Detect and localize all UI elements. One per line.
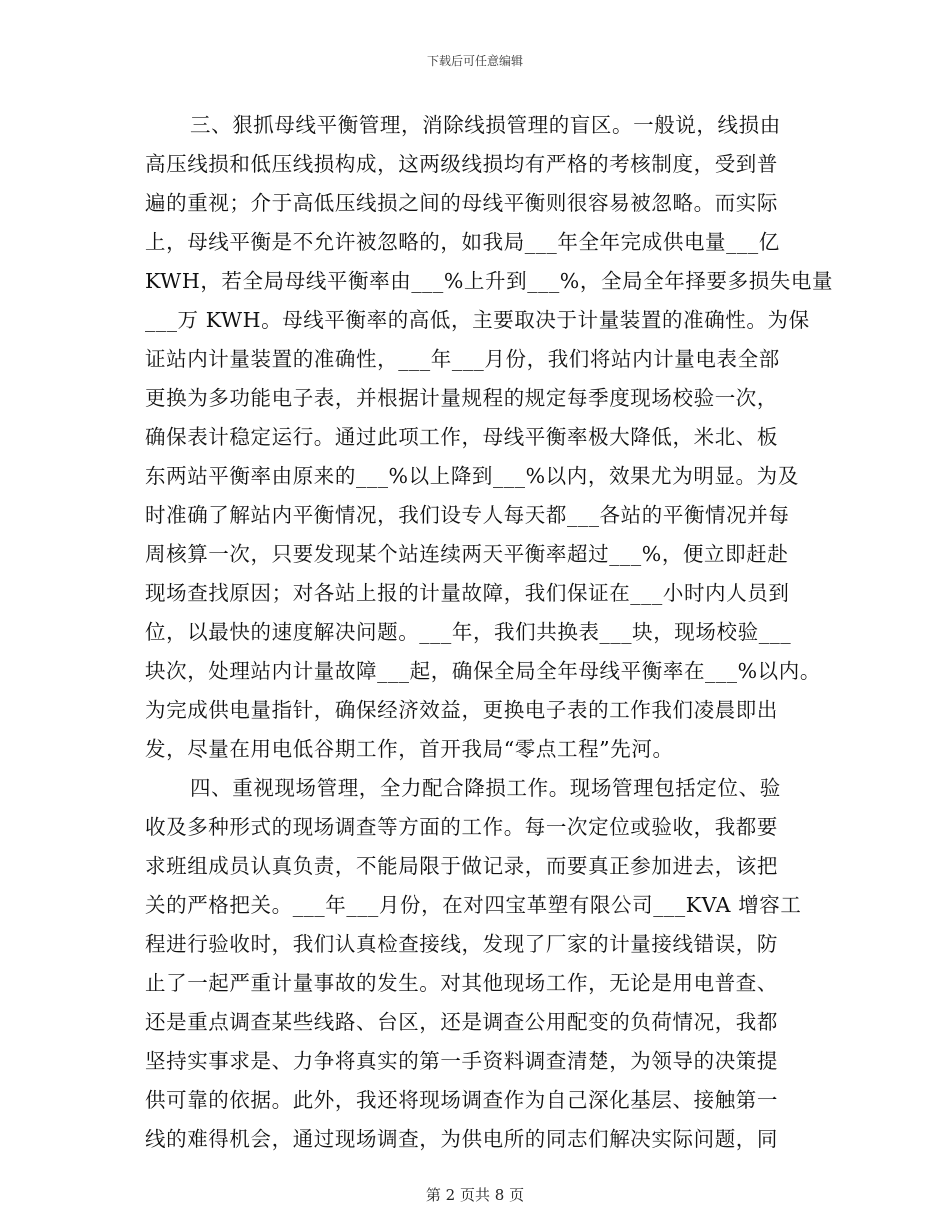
text-line: 坚持实事求是、力争将真实的第一手资料调查清楚，为领导的决策提 [145,1049,778,1073]
text-line: 程进行验收时，我们认真检查接线，发现了厂家的计量接线错误，防 [145,932,778,956]
text-line: 四、重视现场管理，全力配合降损工作。现场管理包括定位、验 [190,776,781,800]
text-line: 时准确了解站内平衡情况，我们设专人每天都___各站的平衡情况并每 [145,503,790,527]
text-line: 证站内计量装置的准确性，___年___月份，我们将站内计量电表全部 [145,347,780,371]
text-line: 供可靠的依据。此外，我还将现场调查作为自己深化基层、接触第一 [145,1088,778,1112]
text-line: 更换为多功能电子表，并根据计量规程的规定每季度现场校验一次， [145,386,778,410]
text-line: 为完成供电量指针，确保经济效益，更换电子表的工作我们凌晨即出 [145,698,778,722]
page-number: 第 2 页共 8 页 [425,1186,525,1204]
text-line: 三、狠抓母线平衡管理，消除线损管理的盲区。一般说，线损由 [190,113,781,137]
text-line: 块次，处理站内计量故障___起，确保全局全年母线平衡率在___%以内。 [145,659,821,683]
text-line: ___万 KWH。母线平衡率的高低，主要取决于计量装置的准确性。为保 [145,308,810,332]
text-line: 东两站平衡率由原来的___%以上降到___%以内，效果尤为明显。为及 [145,464,799,488]
text-line: 确保表计稳定运行。通过此项工作，母线平衡率极大降低，米北、板 [145,425,778,449]
text-line: 遍的重视；介于高低压线损之间的母线平衡则很容易被忽略。而实际 [145,191,778,215]
text-line: 关的严格把关。___年___月份，在对四宝革塑有限公司___KVA 增容工 [145,893,802,917]
text-line: 收及多种形式的现场调查等方面的工作。每一次定位或验收，我都要 [145,815,778,839]
text-line: 高压线损和低压线损构成，这两级线损均有严格的考核制度，受到普 [145,152,778,176]
text-line: 位，以最快的速度解决问题。___年，我们共换表___块，现场校验___ [145,620,792,644]
page-header-note: 下载后可任意编辑 [426,54,523,68]
text-line: 现场查找原因；对各站上报的计量故障，我们保证在___小时内人员到 [145,581,790,605]
text-line: 还是重点调查某些线路、台区，还是调查公用配变的负荷情况，我都 [145,1010,778,1034]
text-line: 上，母线平衡是不允许被忽略的，如我局___年全年完成供电量___亿 [145,230,780,254]
text-line: 求班组成员认真负责，不能局限于做记录，而要真正参加进去，该把 [145,854,778,878]
document-body [0,110,950,1151]
text-line: 线的难得机会，通过现场调查，为供电所的同志们解决实际问题，同 [145,1127,778,1151]
text-line: 发，尽量在用电低谷期工作，首开我局“零点工程”先河。 [145,737,674,761]
text-line: 止了一起严重计量事故的发生。对其他现场工作，无论是用电普查、 [145,971,778,995]
text-line: KWH，若全局母线平衡率由___%上升到___%，全局全年择要多损失电量 [145,269,834,293]
text-line: 周核算一次，只要发现某个站连续两天平衡率超过___%，便立即赶赴 [145,542,789,566]
